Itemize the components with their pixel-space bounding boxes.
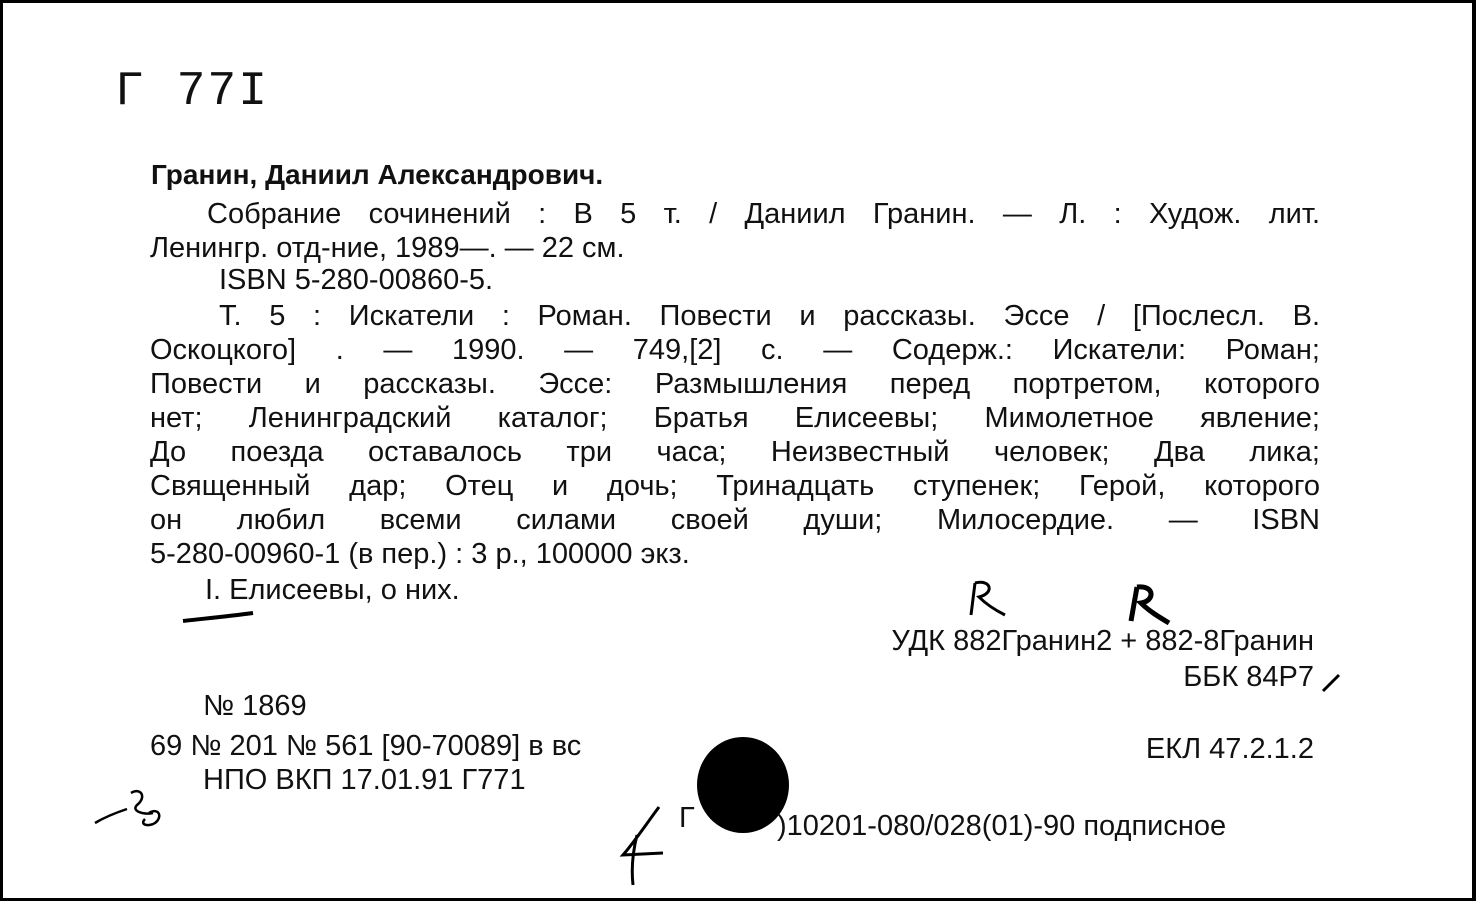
underline-mark: [179, 609, 259, 629]
order-line: 69 № 201 № 561 [90-70089] в вс: [150, 730, 582, 762]
isbn-set: ISBN 5-280-00860-5.: [219, 264, 494, 296]
call-number: Г 77I: [115, 65, 270, 119]
title-line-2: Ленингр. отд-ние, 1989—. — 22 см.: [150, 232, 625, 264]
volume-line-2: Оскоцкого] . — 1990. — 749,[2] с. — Содерж.: Искатели: Роман;: [150, 334, 1320, 366]
ink-blot: [697, 737, 789, 833]
volume-line-4: нет; Ленинградский каталог; Братья Елисеевы; Мимолетное явление;: [150, 402, 1320, 434]
volume-line-6: Священный дар; Отец и дочь; Тринадцать ступенек; Герой, которого: [150, 470, 1320, 502]
npo-line: НПО ВКП 17.01.91 Г771: [203, 764, 526, 796]
volume-line-3: Повести и рассказы. Эссе: Размышления перед портретом, которого: [150, 368, 1320, 400]
tick-mark: [1319, 671, 1343, 695]
volume-last-line: 5-280-00960-1 (в пер.) : 3 р., 100000 экз.: [150, 538, 690, 570]
bbk-code: ББК 84Р7: [1183, 661, 1314, 693]
subject-heading: I. Елисеевы, о них.: [205, 574, 460, 606]
udk-code: УДК 882Гранин2 + 882-8Гранин: [891, 625, 1314, 657]
handwritten-mark-r2: [1121, 581, 1175, 627]
card-number: № 1869: [203, 690, 307, 722]
handwritten-mark-r1: [961, 575, 1011, 621]
volume-line-5: До поезда оставалось три часа; Неизвестный человек; Два лика;: [150, 436, 1320, 468]
code-prefix: Г: [679, 802, 695, 834]
volume-line-7: он любил всеми силами своей души; Милосердие. — ISBN: [150, 504, 1320, 536]
title-line-1: Собрание сочинений : В 5 т. / Даниил Гранин. — Л. : Худож. лит.: [207, 198, 1320, 230]
ekl-code: ЕКЛ 47.2.1.2: [1145, 733, 1314, 765]
handwritten-initials: [91, 783, 171, 831]
classification-code: )10201-080/028(01)-90 подписное: [777, 810, 1227, 842]
volume-line-1: Т. 5 : Искатели : Роман. Повести и рассказы. Эссе / [Послесл. В.: [219, 300, 1320, 332]
handwritten-4-mark: [607, 801, 677, 891]
author-heading: Гранин, Даниил Александрович.: [151, 159, 604, 190]
